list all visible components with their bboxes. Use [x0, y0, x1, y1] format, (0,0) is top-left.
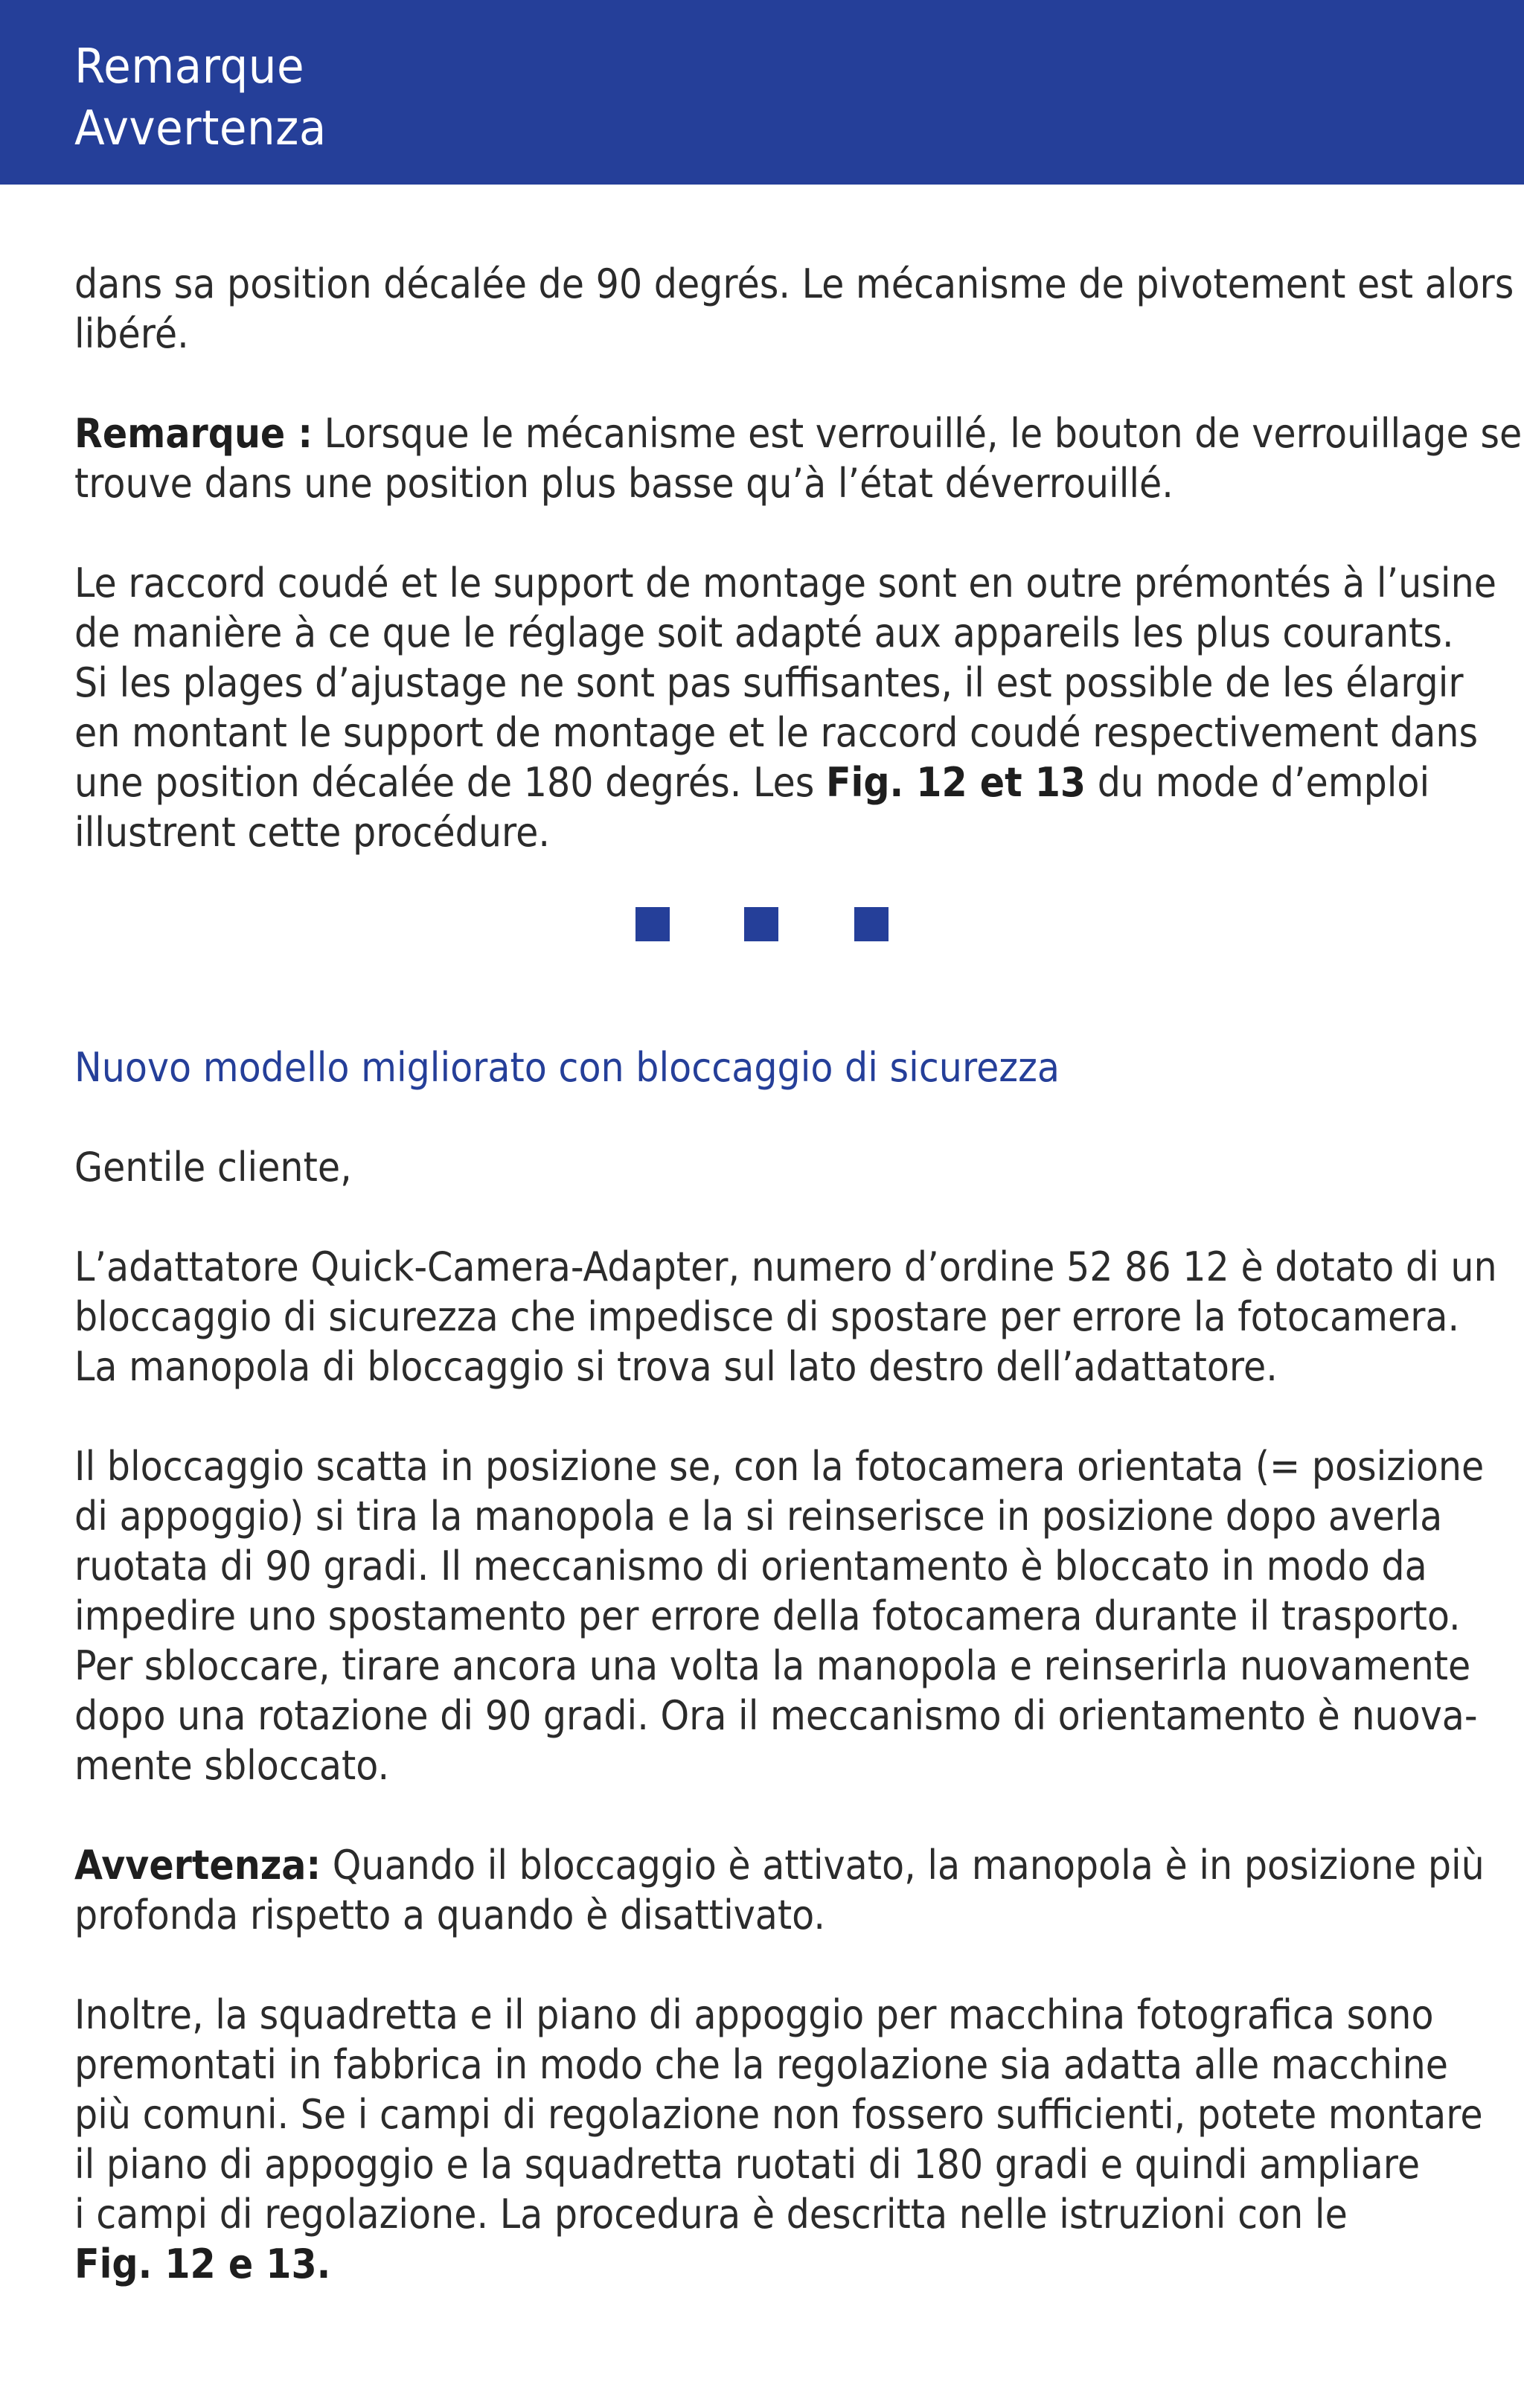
it-note-paragraph: [74, 1840, 1485, 1940]
section-separator: [74, 907, 1459, 959]
text-line: [74, 758, 1459, 807]
text-line: en montant le support de montage et le raccord coudé respectivement dans: [74, 709, 1479, 756]
text-line: i campi di regolazione. La procedura è descritta nelle istruzioni con le: [74, 2191, 1348, 2238]
text-line: de manière à ce que le réglage soit adapté aux appareils les plus courants.: [74, 609, 1454, 656]
text-span: Quando il bloccaggio è attivato, la manopola è in posizione più: [321, 1842, 1485, 1889]
text-line: bloccaggio di sicurezza che impedisce di spostare per errore la fotocamera.: [74, 1293, 1460, 1340]
text-line: [74, 409, 1523, 458]
text-line: [74, 2239, 1459, 2289]
header-bar: [0, 0, 1524, 185]
text-line: Per sbloccare, tirare ancora una volta la manopola e reinserirla nuovamente: [74, 1642, 1471, 1689]
separator-square-icon: [854, 907, 889, 941]
text-line: dopo una rotazione di 90 gradi. Ora il meccanismo di orientamento è nuova-: [74, 1692, 1478, 1739]
text-line: trouve dans une position plus basse qu’à l’état déverrouillé.: [74, 460, 1174, 507]
fr-paragraph-3: [74, 558, 1496, 857]
text-line: di appoggio) si tira la manopola e la si reinserisce in posizione dopo averla: [74, 1493, 1443, 1540]
text-line: La manopola di bloccaggio si trova sul lato destro dell’adattatore.: [74, 1343, 1278, 1390]
text-line: ruotata di 90 gradi. Il meccanismo di orientamento è bloccato in modo da: [74, 1543, 1427, 1589]
note-label-it: Avvertenza:: [74, 1842, 321, 1889]
it-greeting: Gentile cliente,: [74, 1144, 352, 1191]
separator-square-icon: [635, 907, 670, 941]
text-line: dans sa position décalée de 90 degrés. Le mécanisme de pivotement est alors: [74, 260, 1514, 307]
text-span: du mode d’emploi: [1086, 759, 1430, 806]
it-paragraph-1: [74, 1242, 1497, 1392]
text-line: L’adattatore Quick-Camera-Adapter, numero d’ordine 52 86 12 è dotato di un: [74, 1243, 1497, 1290]
text-line: premontati in fabbrica in modo che la regolazione sia adatta alle macchine: [74, 2041, 1449, 2088]
text-line: illustrent cette procédure.: [74, 809, 550, 856]
header-title-french: Remarque: [74, 39, 305, 95]
figure-reference-fr: Fig. 12 et 13: [825, 759, 1086, 806]
text-line: impedire uno spostamento per errore della fotocamera durante il trasporto.: [74, 1592, 1461, 1639]
text-span: une position décalée de 180 degrés. Les: [74, 759, 826, 806]
text-line: Le raccord coudé et le support de montage sont en outre prémontés à l’usine: [74, 560, 1496, 606]
text-line: profonda rispetto a quando è disattivato.: [74, 1892, 826, 1938]
text-line: mente sbloccato.: [74, 1742, 390, 1789]
text-line: Il bloccaggio scatta in posizione se, con la fotocamera orientata (= posizione: [74, 1443, 1485, 1490]
it-paragraph-4: [74, 1990, 1483, 2289]
text-line: Si les plages d’ajustage ne sont pas suffisantes, il est possible de les élargir: [74, 659, 1464, 706]
text-line: più comuni. Se i campi di regolazione non fossero sufficienti, potete montare: [74, 2091, 1483, 2138]
document-body: [74, 259, 1523, 2339]
it-paragraph-2: [74, 1441, 1485, 1790]
text-line: libéré.: [74, 310, 189, 357]
header-title-italian: Avvertenza: [74, 101, 327, 156]
text-line: [74, 1840, 1485, 1890]
it-section-heading: Nuovo modello migliorato con bloccaggio di sicurezza: [74, 1044, 1060, 1091]
text-line: il piano di appoggio e la squadretta ruotati di 180 gradi e quindi ampliare: [74, 2141, 1421, 2188]
fr-note-paragraph: [74, 409, 1523, 508]
note-label-fr: Remarque :: [74, 410, 313, 457]
separator-square-icon: [744, 907, 778, 941]
text-line: Inoltre, la squadretta e il piano di appoggio per macchina fotografica sono: [74, 1991, 1434, 2038]
figure-reference-it: Fig. 12 e 13.: [74, 2241, 331, 2287]
text-span: Lorsque le mécanisme est verrouillé, le bouton de verrouillage se: [313, 410, 1523, 457]
fr-paragraph-1: [74, 259, 1514, 359]
